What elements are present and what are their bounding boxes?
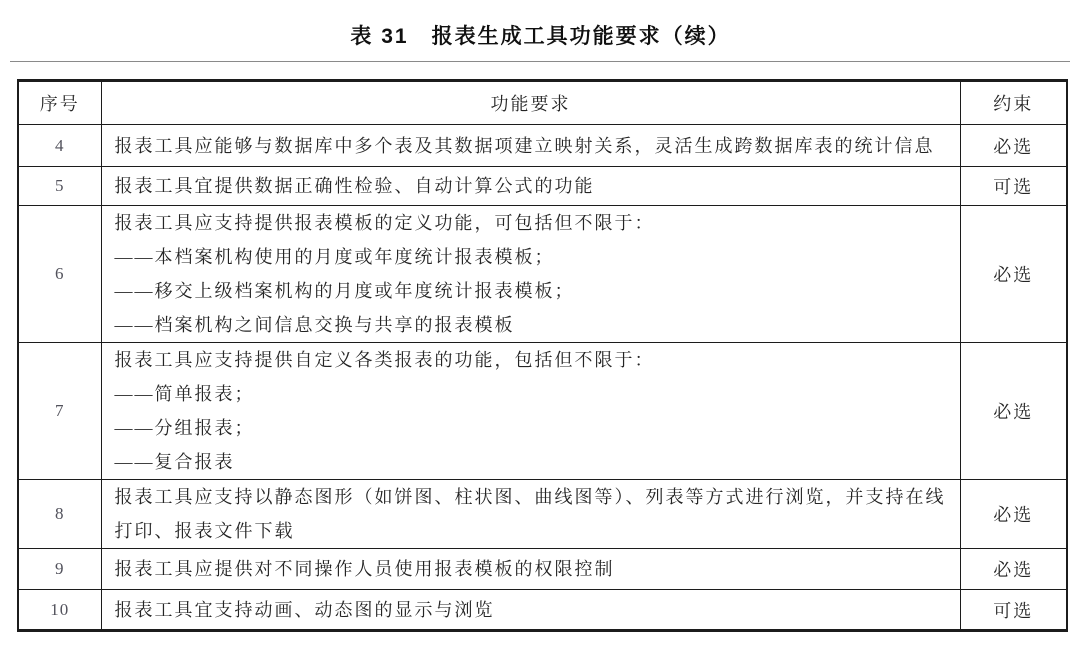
row-number: 7 xyxy=(18,343,101,480)
constraint-cell: 可选 xyxy=(960,590,1067,631)
header-cell-requirement: 功能要求 xyxy=(101,81,960,125)
requirement-line: ——本档案机构使用的月度或年度统计报表模板； xyxy=(114,247,555,267)
requirement-cell xyxy=(101,480,960,549)
table-row xyxy=(18,480,1067,549)
requirement-line: 报表工具宜支持动画、动态图的显示与浏览 xyxy=(114,599,495,620)
requirement-line: ——移交上级档案机构的月度或年度统计报表模板； xyxy=(114,281,575,301)
constraint-cell: 可选 xyxy=(960,167,1067,206)
requirement-cell xyxy=(101,343,960,480)
requirement-line: 报表工具应支持以静态图形（如饼图、柱状图、曲线图等）、列表等方式进行浏览，并支持在线打印、报表文件下载 xyxy=(114,487,946,541)
header-cell-number: 序号 xyxy=(18,81,101,125)
requirement-line: 报表工具应支持提供报表模板的定义功能，可包括但不限于： xyxy=(114,213,655,233)
page-title: 表 31 报表生成工具功能要求（续） xyxy=(350,25,731,48)
row-number: 6 xyxy=(18,206,101,343)
requirement-cell xyxy=(101,590,960,631)
requirement-line: ——复合报表 xyxy=(114,452,235,472)
requirement-line: ——分组报表； xyxy=(114,418,255,438)
table-row xyxy=(18,590,1067,631)
table-row xyxy=(18,167,1067,206)
requirement-line: 报表工具宜提供数据正确性检验、自动计算公式的功能 xyxy=(114,176,595,196)
requirement-cell xyxy=(101,549,960,590)
requirement-cell xyxy=(101,206,960,343)
constraint-cell: 必选 xyxy=(960,480,1067,549)
requirements-table xyxy=(17,79,1068,632)
table-row xyxy=(18,125,1067,167)
table-header-row xyxy=(18,81,1067,125)
table-row xyxy=(18,549,1067,590)
constraint-cell: 必选 xyxy=(960,125,1067,167)
requirement-cell xyxy=(101,125,960,167)
header-cell-constraint: 约束 xyxy=(960,81,1067,125)
row-number: 4 xyxy=(18,125,101,167)
constraint-cell: 必选 xyxy=(960,343,1067,480)
constraint-cell: 必选 xyxy=(960,206,1067,343)
row-number: 5 xyxy=(18,167,101,206)
requirement-line: ——简单报表； xyxy=(114,384,255,404)
row-number: 10 xyxy=(18,590,101,631)
table-row xyxy=(18,343,1067,480)
row-number: 8 xyxy=(18,480,101,549)
table-row xyxy=(18,206,1067,343)
constraint-cell: 必选 xyxy=(960,549,1067,590)
requirement-line: 报表工具应支持提供自定义各类报表的功能，包括但不限于： xyxy=(114,350,655,370)
header-rule xyxy=(10,61,1070,62)
requirement-line: ——档案机构之间信息交换与共享的报表模板 xyxy=(114,315,515,335)
requirement-line: 报表工具应能够与数据库中多个表及其数据项建立映射关系，灵活生成跨数据库表的统计信息 xyxy=(114,135,935,156)
requirement-cell xyxy=(101,167,960,206)
requirement-line: 报表工具应提供对不同操作人员使用报表模板的权限控制 xyxy=(114,559,615,579)
row-number: 9 xyxy=(18,549,101,590)
